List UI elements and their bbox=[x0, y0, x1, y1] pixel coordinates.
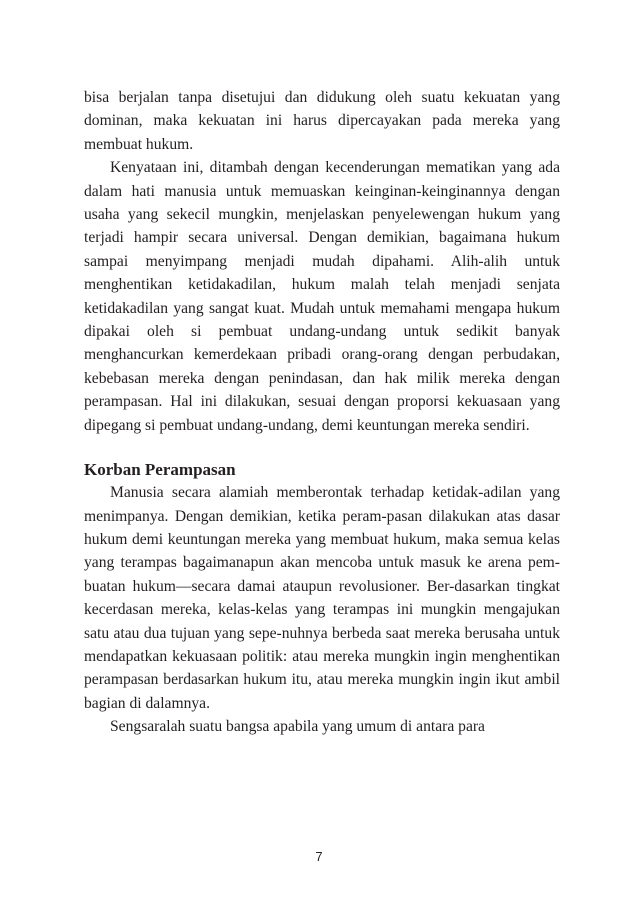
paragraph-final-line: Sengsaralah suatu bangsa apabila yang umum di antara para bbox=[110, 718, 485, 736]
page-number: 7 bbox=[315, 849, 323, 864]
paragraph-legal-perversion: Kenyataan ini, ditambah dengan kecenderungan mematikan yang ada dalam hati manusia untuk memuaskan keinginan-keinginannya dengan usaha yang sekecil mungkin, menjelaskan penyelewengan hukum yang terjadi hampir secara universal. Dengan demikian, bagaimana hukum sampai menyimpang menjadi mudah dipahami. Alih-alih untuk menghentikan ketidakadilan, hukum malah telah menjadi senjata ketidakadilan yang sangat kuat. Mudah untuk memahami mengapa hukum dipakai oleh si pembuat undang-undang untuk sedikit banyak menghancurkan kemerdekaan pribadi orang-orang dengan perbudakan, kebebasan mereka dengan penindasan, dan hak milik mereka dengan perampasan. Hal ini dilakukan, sesuai dengan proporsi kekuasaan yang dipegang si pembuat undang-undang, demi keuntungan mereka sendiri. bbox=[84, 159, 560, 434]
section-heading: Korban Perampasan bbox=[84, 460, 236, 480]
book-page-body bbox=[84, 86, 560, 739]
paragraph-continuation: bisa berjalan tanpa disetujui dan didukung oleh suatu kekuatan yang dominan, maka kekuatan ini harus dipercayakan pada mereka yang membuat hukum. bbox=[84, 89, 560, 153]
paragraph-victims-of-plunder: Manusia secara alamiah memberontak terhadap ketidak-adilan yang menimpanya. Dengan demikian, ketika peram-pasan dilakukan atas dasar hukum demi keuntungan mereka yang membuat hukum, maka semua kelas yang terampas bagaimanapun akan mencoba untuk masuk ke arena pem-buatan hukum—secara damai ataupun revolusioner. Ber-dasarkan tingkat kecerdasan mereka, kelas-kelas yang terampas ini mungkin mengajukan satu atau dua tujuan yang sepe-nuhnya berbeda saat mereka berusaha untuk mendapatkan kekuasaan politik: atau mereka mungkin ingin menghentikan perampasan berdasarkan hukum itu, atau mereka mungkin ingin ikut ambil bagian di dalamnya. bbox=[84, 484, 560, 712]
